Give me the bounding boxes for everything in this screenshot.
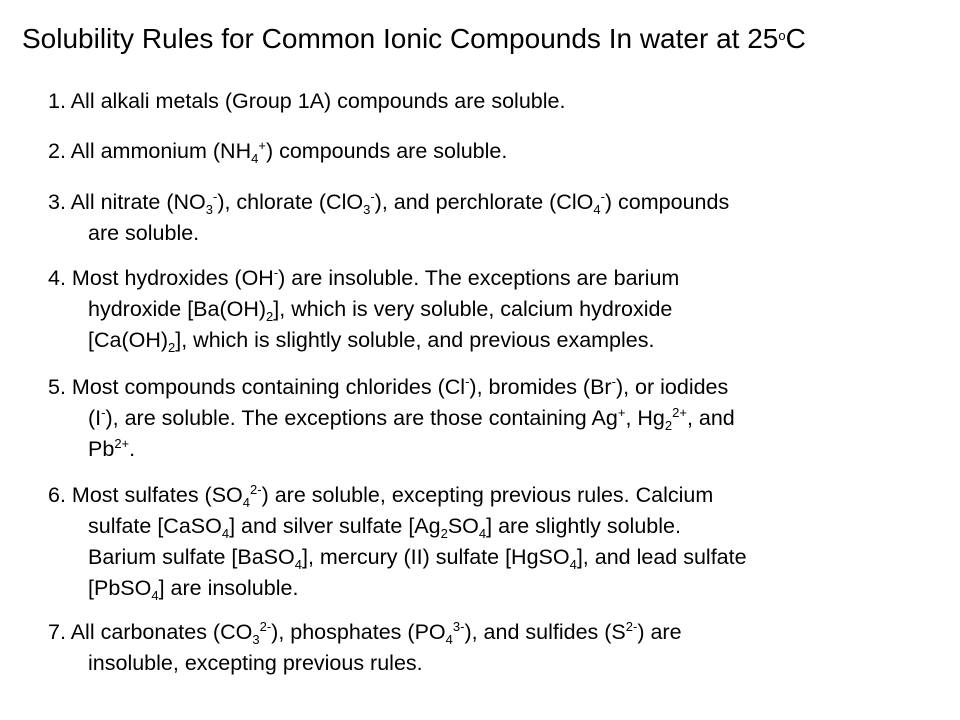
rule-7: 7. All carbonates $(CO_3^{2-})$, phosphates $(PO_4^{3-})$, and sulfides $(S^{2-})$ are insoluble, excepting previous rules.: [48, 619, 682, 675]
title-unit: C: [785, 23, 806, 54]
rule-5: 5. Most compounds containing chlorides (Cl-), bromides (Br-), or iodides (I-), are soluble. The exceptions are those containing Ag+, $Hg_2^{2+}$, and $Pb^{2+}$.: [48, 374, 735, 461]
rule-4: 4. Most hydroxides (OH-) are insoluble. The exceptions are barium hydroxide $[Ba(OH)_2]$, which is very soluble, calcium hydroxide $[Ca(OH)_2]$, which is slightly soluble, and previous examples.: [48, 265, 680, 355]
rule-3: 3. All nitrate $(NO_3^-)$, chlorate (ClO$_3$-), and perchlorate (ClO$_4$-) compounds are soluble.: [48, 189, 730, 245]
rule-1: 1. All alkali metals (Group 1A) compounds are soluble.: [48, 89, 566, 113]
rule-2: 2. All ammonium $(NH_4^+)$ compounds are soluble.: [48, 138, 508, 166]
title-text: Solubility Rules for Common Ionic Compounds In water at 25: [22, 23, 779, 54]
degree-mark: o: [778, 28, 786, 43]
page-title: [22, 22, 952, 56]
rule-6: 6. Most sulfates $(SO_4^{2-})$ are soluble, excepting previous rules. Calcium sulfate [CaSO$_4$] and silver sulfate $[Ag_2SO_4]$ are slightly soluble. Barium sulfate [BaSO$_4$], mercury (II) sulfate [HgSO$_4$], and lead sulfate [PbSO$_4$] are insoluble.: [48, 482, 747, 603]
